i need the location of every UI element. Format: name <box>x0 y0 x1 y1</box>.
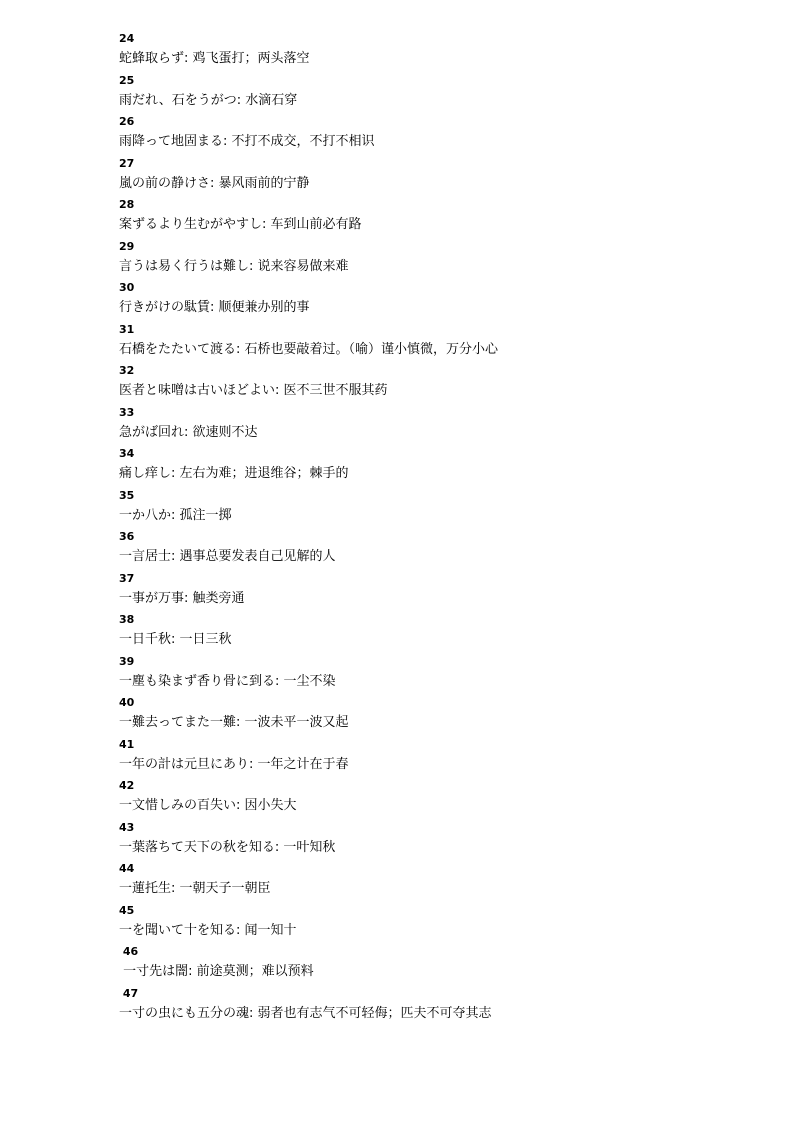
entry-text: 一年の計は元旦にあり: 一年之计在于春 <box>119 756 349 772</box>
entry-number: 25 <box>119 73 135 87</box>
entry-number: 29 <box>119 239 135 253</box>
entry-text: 医者と味噌は古いほどよい: 医不三世不服其药 <box>119 383 388 398</box>
entry-number: 47 <box>119 986 139 1000</box>
entry-text: 一蓮托生: 一朝天子一朝臣 <box>119 881 271 896</box>
entry-number: 31 <box>119 322 135 336</box>
entry-number: 28 <box>119 198 135 211</box>
entry-text: 一事が万事: 触类旁通 <box>119 590 245 606</box>
entry-text: 一か八か: 孤注一掷 <box>119 507 232 523</box>
entry-number: 26 <box>119 115 135 128</box>
entry-number: 37 <box>119 571 135 585</box>
entry-text: 一寸の虫にも五分の魂: 弱者也有志气不可轻侮；匹夫不可夺其志 <box>119 1005 492 1021</box>
entry-text: 言うは易く行うは難し: 说来容易做来难 <box>119 258 349 274</box>
entry-number: 42 <box>119 779 135 792</box>
entry-number: 40 <box>119 696 135 709</box>
entry-number: 43 <box>119 820 135 834</box>
entry-text: 石橋をたたいて渡る: 石桥也要敲着过。（喻）谨小慎微，万分小心 <box>119 341 499 357</box>
entry-text: 嵐の前の静けさ: 暴风雨前的宁静 <box>119 175 310 191</box>
entry-number: 27 <box>119 156 135 170</box>
entry-number: 45 <box>119 903 135 917</box>
entry-text: 雨だれ、石をうがつ: 水滴石穿 <box>119 92 298 108</box>
entry-text: 急がば回れ: 欲速则不达 <box>119 424 258 440</box>
proverb-list <box>119 31 779 1027</box>
document-page <box>119 31 779 1027</box>
entry-text: 一を聞いて十を知る: 闻一知十 <box>119 922 297 938</box>
entry-text: 一葉落ちて天下の秋を知る: 一叶知秋 <box>119 839 336 855</box>
entry-number: 39 <box>119 654 135 668</box>
entry-text: 一日千秋: 一日三秋 <box>119 632 232 647</box>
entry-number: 41 <box>119 737 135 751</box>
entry-text: 一寸先は闇: 前途莫测；难以预料 <box>119 964 314 979</box>
entry-text: 痛し痒し: 左右为难；进退维谷；棘手的 <box>119 466 349 481</box>
entry-text: 蛇蜂取らず: 鸡飞蛋打；两头落空 <box>119 51 310 66</box>
entry-number: 44 <box>119 862 135 875</box>
entry-text: 一難去ってまた一難: 一波未平一波又起 <box>119 715 349 730</box>
entry-text: 行きがけの駄賃: 顺便兼办别的事 <box>119 300 310 315</box>
entry-number: 38 <box>119 613 135 626</box>
entry-number: 24 <box>119 32 135 45</box>
entry-number: 32 <box>119 364 135 377</box>
entry-text: 雨降って地固まる: 不打不成交，不打不相识 <box>119 134 375 149</box>
entry-number: 34 <box>119 447 135 460</box>
entry-text: 一塵も染まず香り骨に到る: 一尘不染 <box>119 673 336 689</box>
entry-number: 46 <box>119 945 139 958</box>
entry-number: 30 <box>119 281 135 294</box>
entry-text: 案ずるより生むがやすし: 车到山前必有路 <box>119 217 362 232</box>
entry-number: 35 <box>119 488 135 502</box>
entry-text: 一言居士: 遇事总要发表自己见解的人 <box>119 549 336 564</box>
entry-number: 33 <box>119 405 135 419</box>
entry-text: 一文惜しみの百失い: 因小失大 <box>119 798 297 813</box>
entry-number: 36 <box>119 530 135 543</box>
